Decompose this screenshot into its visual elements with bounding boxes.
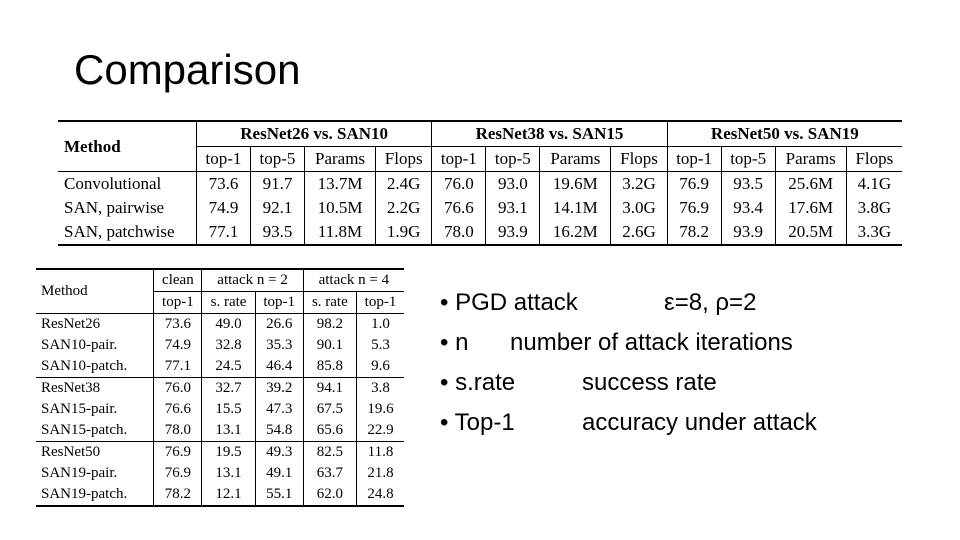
table-cell: 76.0 xyxy=(154,378,202,400)
table1-subheader: top-5 xyxy=(486,147,540,172)
table-cell: 76.9 xyxy=(667,172,721,197)
table-row xyxy=(58,172,902,197)
table-row xyxy=(36,335,404,356)
table1-subheader: Flops xyxy=(611,147,667,172)
table1-group-header: ResNet26 vs. SAN10 xyxy=(197,121,432,147)
table-cell: 17.6M xyxy=(775,196,846,220)
table1-subheader: Params xyxy=(305,147,376,172)
bullet-desc: ε=8, ρ=2 xyxy=(664,289,757,316)
table2-method-cell: SAN10-patch. xyxy=(36,356,154,378)
table-row xyxy=(36,314,404,336)
table1-subheader: top-1 xyxy=(197,147,251,172)
table-cell: 39.2 xyxy=(255,378,303,400)
bullet-desc: success rate xyxy=(582,369,717,396)
table2-group-header: attack n = 2 xyxy=(202,269,303,292)
bullet-term: PGD attack xyxy=(455,289,578,316)
table-cell: 10.5M xyxy=(305,196,376,220)
bullet-icon: • xyxy=(440,409,449,436)
table-cell: 91.7 xyxy=(251,172,305,197)
table-cell: 32.8 xyxy=(202,335,255,356)
table-cell: 2.6G xyxy=(611,220,667,245)
table-cell: 63.7 xyxy=(303,463,356,484)
table-cell: 49.3 xyxy=(255,442,303,464)
table-cell: 93.5 xyxy=(721,172,775,197)
table-row xyxy=(36,442,404,464)
table-cell: 76.9 xyxy=(154,442,202,464)
table-cell: 3.8 xyxy=(371,380,390,396)
table-cell: 25.6M xyxy=(775,172,846,197)
table2-method-header: Method xyxy=(36,269,154,314)
table2-subheader: s. rate xyxy=(303,292,356,314)
table-cell: 73.6 xyxy=(154,314,202,336)
bullet-item xyxy=(440,288,757,328)
table-cell: 82.5 xyxy=(303,442,356,464)
table-row xyxy=(36,420,404,442)
table-cell: 76.6 xyxy=(432,196,486,220)
table1-method-cell: SAN, pairwise xyxy=(58,196,197,220)
table-cell: 62.0 xyxy=(303,484,356,506)
table2-subheader: top-1 xyxy=(356,292,404,314)
bullet-desc: accuracy under attack xyxy=(582,409,817,436)
table-cell: 13.7M xyxy=(305,172,376,197)
table-cell: 3.3G xyxy=(846,220,902,245)
table-cell: 93.1 xyxy=(486,196,540,220)
bullet-icon: • xyxy=(440,289,449,316)
table-cell: 24.8 xyxy=(356,484,404,506)
table-cell: 3.0G xyxy=(611,196,667,220)
table1-subheader: Params xyxy=(540,147,611,172)
comparison-table-1 xyxy=(58,120,902,246)
table1-method-cell: SAN, patchwise xyxy=(58,220,197,245)
table2-method-cell: ResNet26 xyxy=(36,314,154,336)
table-cell: 77.1 xyxy=(154,356,202,378)
table-cell: 77.1 xyxy=(197,220,251,245)
table1-group-header: ResNet38 vs. SAN15 xyxy=(432,121,667,147)
table-row xyxy=(36,356,404,378)
table-row xyxy=(36,378,404,400)
bullet-icon: • xyxy=(440,369,449,396)
table2-method-cell: SAN10-pair. xyxy=(36,335,154,356)
table-cell: 11.8 xyxy=(367,444,394,460)
table-cell: 2.2G xyxy=(376,196,432,220)
table-row xyxy=(36,463,404,484)
table-cell: 15.5 xyxy=(202,399,255,420)
table-cell: 76.0 xyxy=(432,172,486,197)
bullet-icon: • xyxy=(440,329,449,356)
table-cell: 76.9 xyxy=(154,463,202,484)
table-cell: 78.2 xyxy=(667,220,721,245)
table1-subheader: top-1 xyxy=(432,147,486,172)
table-cell: 24.5 xyxy=(202,356,255,378)
table2-method-cell: ResNet50 xyxy=(36,442,154,464)
table2-group-header: clean xyxy=(154,269,202,292)
bullet-term: s.rate xyxy=(455,369,516,396)
table1-group-header: ResNet50 vs. SAN19 xyxy=(667,121,902,147)
table-cell: 4.1G xyxy=(857,174,892,193)
bullet-term: Top-1 xyxy=(454,409,515,436)
table1-subheader: Params xyxy=(775,147,846,172)
table1-subheader: top-1 xyxy=(667,147,721,172)
comparison-table-2 xyxy=(36,268,404,507)
table-cell: 78.2 xyxy=(154,484,202,506)
table-cell: 49.0 xyxy=(202,314,255,336)
table-cell: 12.1 xyxy=(202,484,255,506)
table-row xyxy=(36,484,404,506)
table-cell: 46.4 xyxy=(255,356,303,378)
table-row xyxy=(36,399,404,420)
table-cell: 78.0 xyxy=(432,220,486,245)
table2-subheader: top-1 xyxy=(255,292,303,314)
table2-subheader: top-1 xyxy=(154,292,202,314)
table-cell: 98.2 xyxy=(303,314,356,336)
table-cell: 20.5M xyxy=(775,220,846,245)
table-cell: 55.1 xyxy=(255,484,303,506)
table-cell: 74.9 xyxy=(154,335,202,356)
table-cell: 22.9 xyxy=(356,420,404,442)
table-cell: 94.1 xyxy=(303,378,356,400)
table-cell: 49.1 xyxy=(255,463,303,484)
bullet-item xyxy=(440,328,793,368)
table-cell: 1.0 xyxy=(371,316,390,332)
table2-method-cell: SAN15-patch. xyxy=(36,420,154,442)
bullet-item xyxy=(440,408,817,448)
table2-method-cell: ResNet38 xyxy=(36,378,154,400)
table-cell: 65.6 xyxy=(303,420,356,442)
table-cell: 3.8G xyxy=(857,198,892,217)
table-cell: 47.3 xyxy=(255,399,303,420)
table-cell: 2.4G xyxy=(376,172,432,197)
table-cell: 19.6M xyxy=(540,172,611,197)
bullet-term: n xyxy=(455,329,469,356)
table-row xyxy=(58,220,902,245)
table-cell: 14.1M xyxy=(540,196,611,220)
table-cell: 1.9G xyxy=(376,220,432,245)
table-cell: 78.0 xyxy=(154,420,202,442)
table2-method-cell: SAN19-pair. xyxy=(36,463,154,484)
table-cell: 93.9 xyxy=(721,220,775,245)
table-cell: 11.8M xyxy=(305,220,376,245)
table-cell: 73.6 xyxy=(197,172,251,197)
table1-method-cell: Convolutional xyxy=(58,172,197,197)
slide-title: Comparison xyxy=(74,46,301,93)
table-cell: 35.3 xyxy=(255,335,303,356)
table-cell: 19.5 xyxy=(202,442,255,464)
table-cell: 90.1 xyxy=(303,335,356,356)
table-row xyxy=(58,196,902,220)
table1-subheader: top-5 xyxy=(721,147,775,172)
table-cell: 93.9 xyxy=(486,220,540,245)
definition-list xyxy=(440,288,817,448)
table-cell: 26.6 xyxy=(255,314,303,336)
table-cell: 21.8 xyxy=(367,465,394,481)
table-cell: 32.7 xyxy=(202,378,255,400)
table2-subheader: s. rate xyxy=(202,292,255,314)
table-cell: 92.1 xyxy=(251,196,305,220)
table-cell: 19.6 xyxy=(367,401,394,417)
table2-method-cell: SAN15-pair. xyxy=(36,399,154,420)
table-cell: 13.1 xyxy=(202,463,255,484)
table-cell: 93.0 xyxy=(486,172,540,197)
bullet-item xyxy=(440,368,717,408)
table-cell: 67.5 xyxy=(303,399,356,420)
table-cell: 74.9 xyxy=(197,196,251,220)
table-cell: 93.4 xyxy=(721,196,775,220)
table1-method-header: Method xyxy=(58,121,197,172)
table-cell: 16.2M xyxy=(540,220,611,245)
table2-method-cell: SAN19-patch. xyxy=(36,484,154,506)
table-cell: 93.5 xyxy=(251,220,305,245)
table-cell: 3.2G xyxy=(611,172,667,197)
table1-subheader: top-5 xyxy=(251,147,305,172)
table-cell: 54.8 xyxy=(255,420,303,442)
table-cell: 9.6 xyxy=(356,356,404,378)
table1-subheader: Flops xyxy=(846,147,902,172)
table-cell: 5.3 xyxy=(371,337,390,353)
table-cell: 76.6 xyxy=(154,399,202,420)
table-cell: 76.9 xyxy=(667,196,721,220)
table2-group-header: attack n = 4 xyxy=(303,269,404,292)
table1-subheader: Flops xyxy=(376,147,432,172)
bullet-desc: number of attack iterations xyxy=(510,329,793,356)
table-cell: 13.1 xyxy=(202,420,255,442)
table-cell: 85.8 xyxy=(303,356,356,378)
